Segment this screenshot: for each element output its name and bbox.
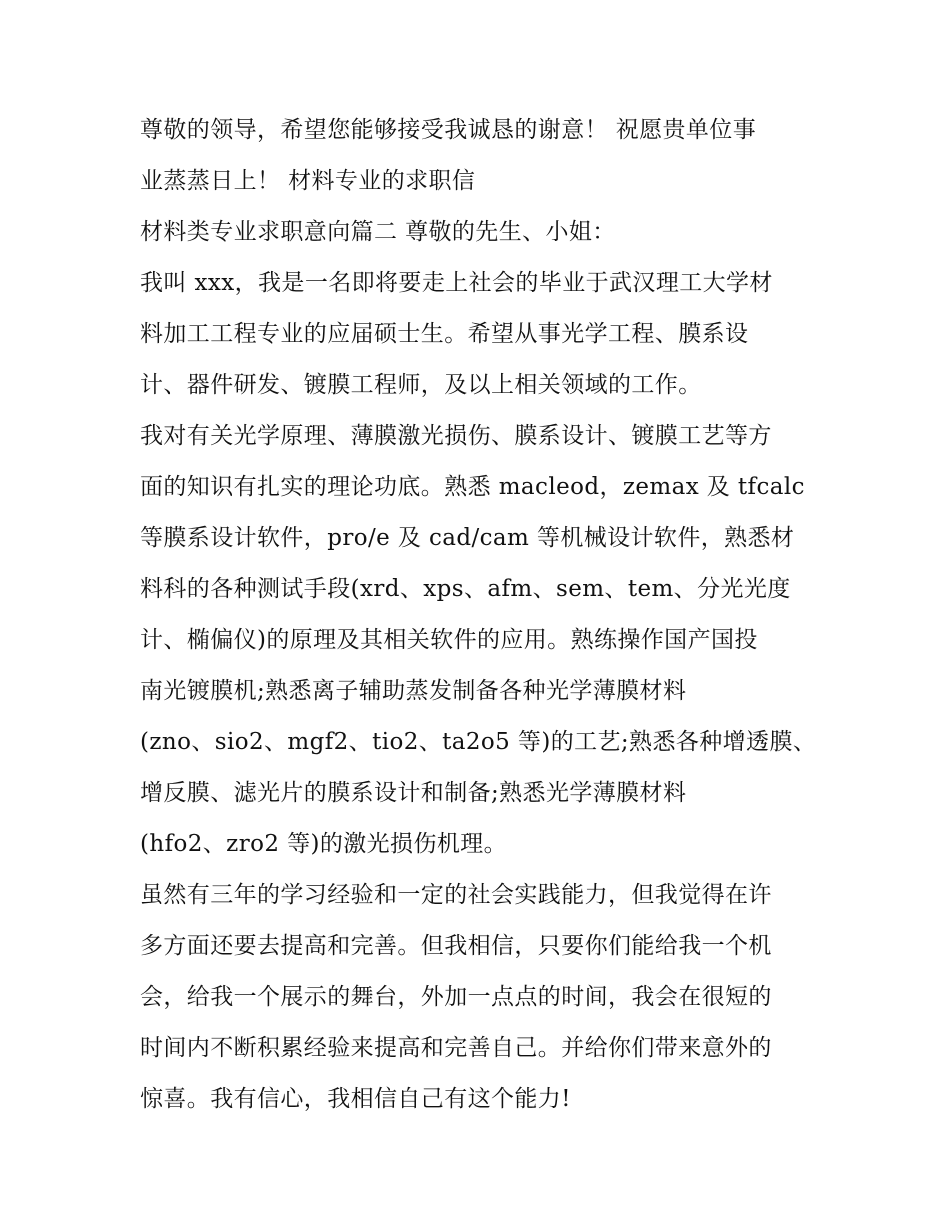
text-line: 我叫 xxx，我是一名即将要走上社会的毕业于武汉理工大学材 [140, 270, 773, 296]
text-line: 材料类专业求职意向篇二 尊敬的先生、小姐： [140, 219, 616, 245]
text-line: 料科的各种测试手段(xrd、xps、afm、sem、tem、分光光度 [140, 576, 791, 602]
text-line: 业蒸蒸日上！ 材料专业的求职信 [140, 168, 476, 194]
text-line: 虽然有三年的学习经验和一定的社会实践能力，但我觉得在许 [140, 882, 772, 908]
text-line: 尊敬的领导，希望您能够接受我诚恳的谢意！ 祝愿贵单位事 [140, 117, 757, 143]
text-line: (zno、sio2、mgf2、tio2、ta2o5 等)的工艺;熟悉各种增透膜、 [140, 729, 817, 755]
text-line: 料加工工程专业的应届硕士生。希望从事光学工程、膜系设 [140, 321, 749, 347]
text-line: 等膜系设计软件，pro/e 及 cad/cam 等机械设计软件，熟悉材 [140, 525, 795, 551]
text-line: 我对有关光学原理、薄膜激光损伤、膜系设计、镀膜工艺等方 [140, 423, 772, 449]
text-line: 多方面还要去提高和完善。但我相信，只要你们能给我一个机 [140, 933, 772, 959]
text-line: 增反膜、滤光片的膜系设计和制备;熟悉光学薄膜材料 [140, 780, 687, 806]
text-line: (hfo2、zro2 等)的激光损伤机理。 [140, 831, 508, 857]
text-line: 时间内不断积累经验来提高和完善自己。并给你们带来意外的 [140, 1035, 772, 1061]
text-line: 计、椭偏仪)的原理及其相关软件的应用。熟练操作国产国投 [140, 627, 758, 653]
text-line: 面的知识有扎实的理论功底。熟悉 macleod，zemax 及 tfcalc [140, 474, 805, 500]
text-line: 会，给我一个展示的舞台，外加一点点的时间，我会在很短的 [140, 984, 772, 1010]
text-line: 惊喜。我有信心，我相信自己有这个能力! [140, 1086, 571, 1112]
text-line: 计、器件研发、镀膜工程师，及以上相关领域的工作。 [140, 372, 702, 398]
text-line: 南光镀膜机;熟悉离子辅助蒸发制备各种光学薄膜材料 [140, 678, 687, 704]
